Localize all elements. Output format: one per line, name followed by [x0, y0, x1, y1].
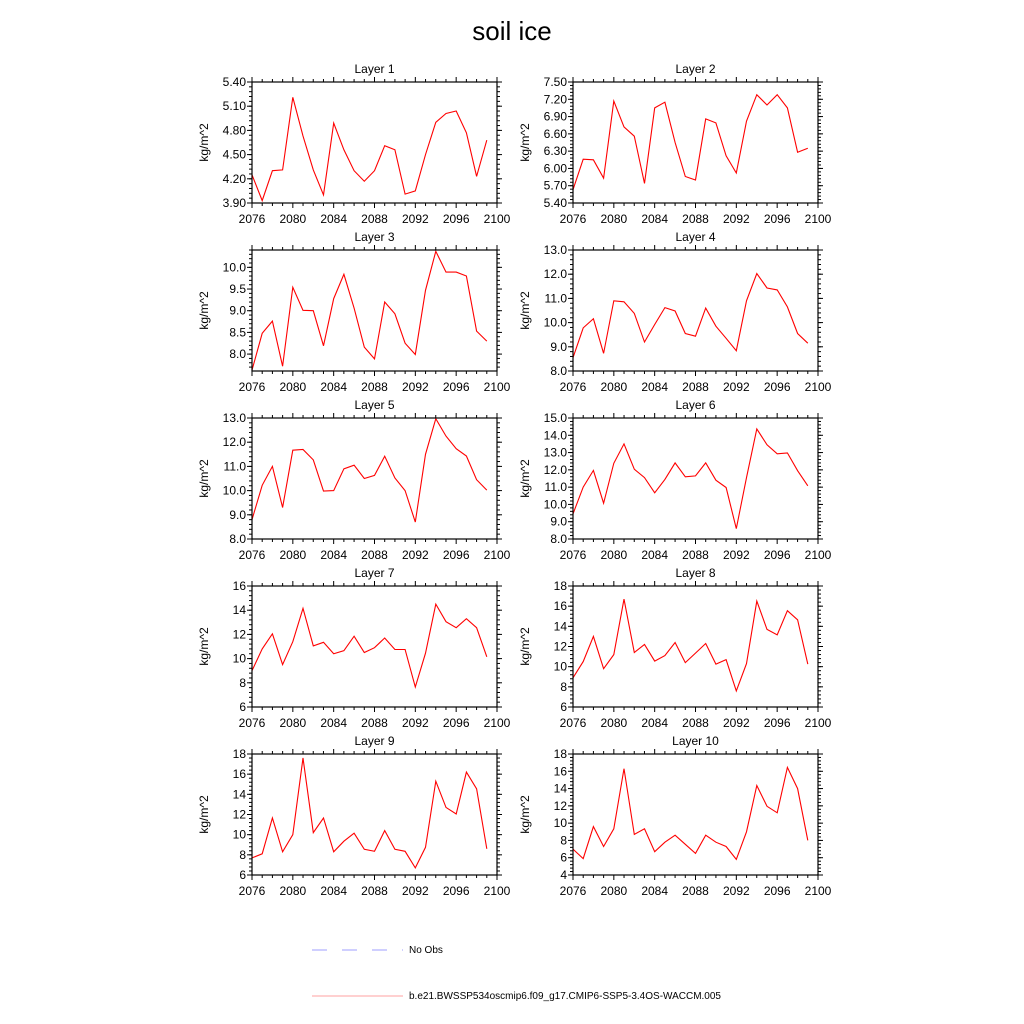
- panel-title: Layer 5: [354, 398, 395, 412]
- y-tick-label: 6.60: [543, 126, 567, 141]
- x-tick-label: 2088: [361, 548, 388, 562]
- x-tick-label: 2100: [483, 212, 511, 226]
- panel-title: Layer 10: [672, 734, 719, 748]
- x-tick-label: 2088: [682, 884, 709, 898]
- x-tick-label: 2100: [483, 380, 511, 394]
- y-tick-label: 11.0: [223, 459, 246, 474]
- x-tick-label: 2092: [401, 884, 429, 898]
- y-tick-label: 9.0: [229, 507, 246, 522]
- panel-title: Layer 2: [675, 62, 716, 76]
- y-tick-label: 12: [553, 639, 567, 654]
- panel-title: Layer 6: [675, 398, 716, 412]
- x-tick-label: 2088: [361, 212, 388, 226]
- y-tick-label: 12: [553, 798, 567, 813]
- x-tick-label: 2084: [320, 212, 348, 226]
- y-tick-label: 14: [553, 781, 567, 796]
- y-axis-label: kg/m^2: [518, 795, 532, 834]
- legend: [312, 945, 721, 1002]
- x-tick-label: 2076: [238, 212, 266, 226]
- x-tick-label: 2084: [320, 716, 348, 730]
- panel-title: Layer 4: [675, 230, 716, 244]
- x-tick-label: 2080: [600, 884, 628, 898]
- x-tick-label: 2092: [722, 380, 750, 394]
- x-tick-label: 2080: [600, 548, 628, 562]
- x-tick-label: 2100: [804, 548, 832, 562]
- y-tick-label: 16: [553, 599, 567, 614]
- y-tick-label: 10.0: [222, 260, 246, 275]
- y-tick-label: 5.40: [543, 196, 567, 210]
- x-tick-label: 2076: [559, 884, 587, 898]
- panel-layer-4: [518, 230, 832, 394]
- y-tick-label: 8.5: [229, 325, 246, 340]
- x-tick-label: 2100: [804, 884, 832, 898]
- y-tick-label: 11.0: [544, 480, 567, 495]
- data-line: [573, 274, 808, 358]
- x-tick-label: 2088: [361, 884, 388, 898]
- y-tick-label: 12.0: [543, 462, 567, 477]
- panel-layer-9: [197, 734, 511, 898]
- x-tick-label: 2088: [682, 380, 709, 394]
- x-tick-label: 2088: [682, 716, 709, 730]
- x-tick-label: 2100: [483, 884, 511, 898]
- y-tick-label: 4.80: [222, 123, 246, 138]
- y-tick-label: 6.90: [543, 109, 567, 124]
- y-tick-label: 6: [239, 868, 246, 882]
- x-tick-label: 2080: [279, 212, 307, 226]
- panel-title: Layer 8: [675, 566, 716, 580]
- x-tick-label: 2096: [763, 716, 791, 730]
- x-tick-label: 2084: [641, 716, 669, 730]
- panel-title: Layer 3: [354, 230, 395, 244]
- figure-title: soil ice: [472, 16, 552, 46]
- y-tick-label: 4.50: [222, 147, 246, 162]
- y-tick-label: 7.20: [543, 92, 567, 107]
- y-tick-label: 10.0: [543, 315, 567, 330]
- x-tick-label: 2084: [641, 380, 669, 394]
- x-tick-label: 2076: [559, 716, 587, 730]
- y-tick-label: 9.0: [550, 514, 567, 529]
- y-tick-label: 7.50: [543, 75, 567, 89]
- plot-frame: [252, 250, 497, 371]
- y-axis-label: kg/m^2: [518, 459, 532, 498]
- x-tick-label: 2096: [442, 884, 470, 898]
- y-tick-label: 8: [560, 833, 567, 848]
- y-axis-label: kg/m^2: [197, 123, 211, 162]
- panel-layer-1: [197, 62, 511, 226]
- y-tick-label: 18: [553, 747, 567, 761]
- x-tick-label: 2076: [559, 380, 587, 394]
- y-tick-label: 10: [232, 827, 246, 842]
- x-tick-label: 2084: [320, 380, 348, 394]
- panel-layer-10: [518, 734, 832, 898]
- y-tick-label: 14: [232, 603, 246, 618]
- x-tick-label: 2096: [763, 380, 791, 394]
- y-tick-label: 14: [553, 619, 567, 634]
- y-tick-label: 13.0: [543, 243, 567, 257]
- x-tick-label: 2096: [763, 212, 791, 226]
- x-tick-label: 2080: [279, 380, 307, 394]
- panel-title: Layer 1: [354, 62, 395, 76]
- x-tick-label: 2100: [483, 548, 511, 562]
- x-tick-label: 2096: [442, 380, 470, 394]
- y-tick-label: 11.0: [544, 291, 567, 306]
- x-tick-label: 2084: [320, 884, 348, 898]
- x-tick-label: 2080: [600, 212, 628, 226]
- y-tick-label: 5.10: [222, 99, 246, 114]
- panel-title: Layer 9: [354, 734, 395, 748]
- y-tick-label: 14: [232, 787, 246, 802]
- data-line: [252, 758, 487, 868]
- data-line: [252, 97, 487, 200]
- x-tick-label: 2092: [401, 212, 429, 226]
- x-tick-label: 2084: [641, 548, 669, 562]
- panel-layer-8: [518, 566, 832, 730]
- x-tick-label: 2100: [483, 716, 511, 730]
- plot-frame: [573, 250, 818, 371]
- y-tick-label: 8.0: [550, 532, 567, 546]
- x-tick-label: 2084: [641, 884, 669, 898]
- y-tick-label: 9.5: [229, 282, 246, 297]
- x-tick-label: 2076: [238, 716, 266, 730]
- y-axis-label: kg/m^2: [518, 123, 532, 162]
- y-axis-label: kg/m^2: [197, 291, 211, 330]
- x-tick-label: 2092: [401, 548, 429, 562]
- y-tick-label: 6.30: [543, 144, 567, 159]
- plot-frame: [252, 82, 497, 203]
- y-tick-label: 8.0: [229, 532, 246, 546]
- x-tick-label: 2092: [401, 716, 429, 730]
- y-tick-label: 9.0: [229, 303, 246, 318]
- y-tick-label: 10: [553, 659, 567, 674]
- y-axis-label: kg/m^2: [518, 291, 532, 330]
- x-tick-label: 2076: [238, 548, 266, 562]
- x-tick-label: 2084: [320, 548, 348, 562]
- x-tick-label: 2092: [722, 548, 750, 562]
- y-tick-label: 8: [239, 675, 246, 690]
- y-tick-label: 18: [232, 747, 246, 761]
- data-line: [252, 419, 487, 522]
- y-tick-label: 4.20: [222, 171, 246, 186]
- y-tick-label: 6.00: [543, 161, 567, 176]
- y-tick-label: 10.0: [543, 497, 567, 512]
- x-tick-label: 2076: [238, 380, 266, 394]
- x-tick-label: 2088: [682, 212, 709, 226]
- panel-layer-2: [518, 62, 832, 226]
- y-tick-label: 8.0: [229, 347, 246, 362]
- y-tick-label: 10: [232, 651, 246, 666]
- x-tick-label: 2096: [763, 548, 791, 562]
- x-tick-label: 2100: [804, 716, 832, 730]
- y-tick-label: 12: [232, 807, 246, 822]
- y-axis-label: kg/m^2: [197, 795, 211, 834]
- y-tick-label: 6: [560, 850, 567, 865]
- x-tick-label: 2080: [600, 380, 628, 394]
- y-tick-label: 8.0: [550, 364, 567, 378]
- y-tick-label: 10.0: [222, 483, 246, 498]
- y-tick-label: 15.0: [543, 411, 567, 425]
- y-tick-label: 16: [232, 579, 246, 593]
- y-tick-label: 18: [553, 579, 567, 593]
- x-tick-label: 2088: [361, 380, 388, 394]
- data-line: [573, 429, 808, 529]
- y-tick-label: 6: [239, 700, 246, 714]
- x-tick-label: 2080: [279, 716, 307, 730]
- x-tick-label: 2076: [238, 884, 266, 898]
- y-tick-label: 13.0: [222, 411, 246, 425]
- panel-layer-7: [197, 566, 511, 730]
- plot-frame: [573, 754, 818, 875]
- y-tick-label: 9.0: [550, 339, 567, 354]
- y-tick-label: 16: [553, 764, 567, 779]
- data-line: [573, 767, 808, 859]
- x-tick-label: 2100: [804, 212, 832, 226]
- panel-title: Layer 7: [354, 566, 395, 580]
- x-tick-label: 2092: [722, 884, 750, 898]
- x-tick-label: 2088: [682, 548, 709, 562]
- y-tick-label: 14.0: [543, 428, 567, 443]
- panel-layer-5: [197, 398, 511, 562]
- plot-frame: [573, 586, 818, 707]
- legend-label-no-obs: No Obs: [409, 945, 443, 956]
- plot-frame: [252, 754, 497, 875]
- data-line: [252, 251, 487, 370]
- x-tick-label: 2092: [722, 212, 750, 226]
- legend-label-model: b.e21.BWSSP534oscmip6.f09_g17.CMIP6-SSP5-3.4OS-WACCM.005: [409, 991, 721, 1002]
- plot-frame: [252, 586, 497, 707]
- y-axis-label: kg/m^2: [197, 627, 211, 666]
- x-tick-label: 2076: [559, 212, 587, 226]
- x-tick-label: 2100: [804, 380, 832, 394]
- y-axis-label: kg/m^2: [197, 459, 211, 498]
- y-tick-label: 12.0: [543, 267, 567, 282]
- plot-frame: [252, 418, 497, 539]
- x-tick-label: 2088: [361, 716, 388, 730]
- y-tick-label: 10: [553, 816, 567, 831]
- y-tick-label: 6: [560, 700, 567, 714]
- y-tick-label: 12: [232, 627, 246, 642]
- y-tick-label: 16: [232, 767, 246, 782]
- y-tick-label: 3.90: [222, 196, 246, 210]
- y-tick-label: 8: [239, 847, 246, 862]
- panel-layer-6: [518, 398, 832, 562]
- data-line: [573, 95, 808, 190]
- y-axis-label: kg/m^2: [518, 627, 532, 666]
- y-tick-label: 5.40: [222, 75, 246, 89]
- x-tick-label: 2076: [559, 548, 587, 562]
- y-tick-label: 12.0: [222, 435, 246, 450]
- x-tick-label: 2084: [641, 212, 669, 226]
- x-tick-label: 2092: [401, 380, 429, 394]
- data-line: [573, 599, 808, 691]
- y-tick-label: 5.70: [543, 178, 567, 193]
- x-tick-label: 2096: [442, 212, 470, 226]
- x-tick-label: 2096: [763, 884, 791, 898]
- x-tick-label: 2080: [600, 716, 628, 730]
- x-tick-label: 2080: [279, 548, 307, 562]
- x-tick-label: 2080: [279, 884, 307, 898]
- y-tick-label: 8: [560, 679, 567, 694]
- y-tick-label: 13.0: [543, 445, 567, 460]
- panel-layer-3: [197, 230, 511, 394]
- x-tick-label: 2096: [442, 548, 470, 562]
- x-tick-label: 2096: [442, 716, 470, 730]
- data-line: [252, 604, 487, 687]
- x-tick-label: 2092: [722, 716, 750, 730]
- y-tick-label: 4: [560, 868, 567, 882]
